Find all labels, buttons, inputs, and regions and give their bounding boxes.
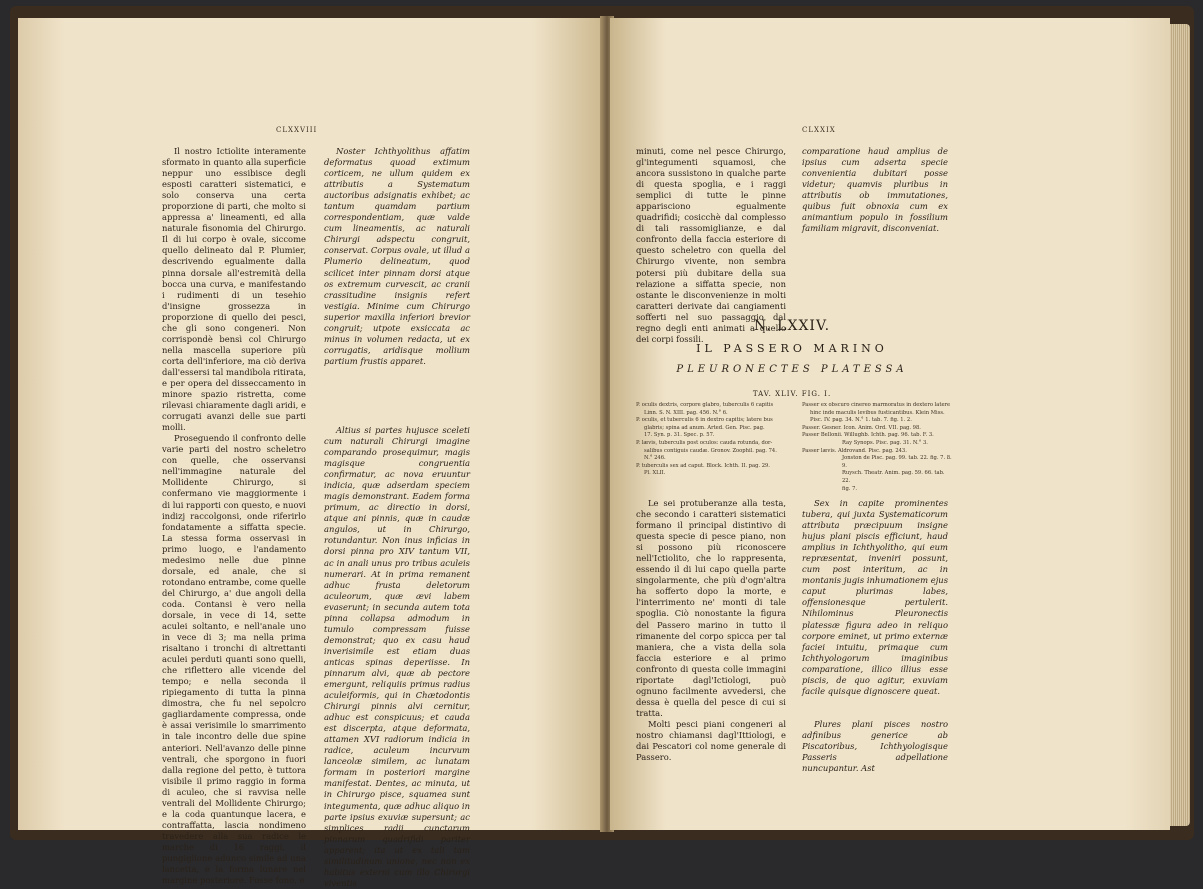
- right-latin-paragraph-2: Plures plani pisces nostro adfinibus generice ab Piscatoribus, Ichthyologisque Passeris adpellatione nuncupantur. Ast: [802, 718, 948, 774]
- left-latin-paragraph-2: Altius si partes hujusce sceleti cum naturali Chirurgi imagine comparando prosequimur, magis magisque congruentia confirmatur, ac nova eruuntur indicia, quæ adserdam speciem magis demonstrant. Eadem forma primum, ac directio in dorsi, atque ani pinnis, quæ in caudæ angulos, ut in Chirurgo, rotundantur. Non inus inficias in dorsi pinna pro XIV tantum VII, ac in anali unus pro tribus aculeis numerari. At in prima remanent adhuc frusta deletorum aculeorum, quæ ævi labem evaserunt; in secunda autem tota pinna collapsa admodum in tumulo compressam fuisse demonstrat; quo ex casu haud inverisimile est etiam duas anticas spinas deperiisse. In pinnarum alvi, quæ ab pectore emergunt, reliquiis primus radius aculeiformis, qui in Chætodontis Chirurgi pinnis alvi cernitur, adhuc est conspicuus; et cauda est discerpta, atque deformata, attamen XVI radiorum indicia in radice, aculeum incurvum lanceolæ similem, ac lunatam formam in posteriori margine manifestat. Dentes, ac minuta, ut in Chirurgo pisce, squamea sunt integumenta, quæ adhuc aliquo in parte ipsius exuviæ supersunt; ac simplices radii cunctarum pinnarum quadrifidi pariter apparent; ita ut ex tali tam similitudinum unione, nec non ex habitus externi cum illo Chirurgi viventis: [324, 424, 470, 888]
- right-italian-paragraph-2: Molti pesci piani congeneri al nostro chiamansi dagl'Ittiologi, e dai Pescatori col nome generale di Passero.: [636, 718, 786, 763]
- synonym-line: 17. Syn. p. 31. Spec. p. 57.: [644, 432, 715, 439]
- synonym-line: N.° 246.: [644, 455, 666, 462]
- synonymy-left: [636, 402, 788, 478]
- right-italian-bottom: [636, 498, 786, 763]
- synonym-line: glabris; spina ad anum. Arted. Gen. Pisc. pag.: [644, 424, 765, 431]
- right-folio: CLXXIX: [802, 126, 836, 134]
- synonym-line: Pl. XLII.: [644, 470, 666, 477]
- synonym-line: P. tuberculis sex ad caput. Block. Ichth. II. pag. 29.: [636, 462, 770, 469]
- right-latin-paragraph-top: comparatione haud amplius de ipsius cum adserta specie convenientia dubitari posse videtur; quamvis pluribus in attributis ob immutationes, quibus fuit obnoxia cum ex animantium populo in fossilium familiam migravit, disconveniat.: [802, 146, 948, 234]
- left-page: [18, 18, 602, 888]
- section-number: N. LXXIV.: [753, 318, 831, 334]
- right-latin-paragraph-1: Sex in capite prominentes tubera, qui juxta Systematicorum attributa præcipuum insigne hujus plani piscis efficiunt, haud amplius in Ichthyolitho, qui eum repræsentat, inveniri possunt, cum post interitum, ac in montanis jugis inhumationem ejus caput plurimas labes, offensionesque pertulerit. Nihilominus Pleuronectis platessæ figura adeo in reliquo corpore eminet, ut primo externæ faciei intuitu, primaque cum Ichthyologorum imaginibus comparatione, illico illius esse piscis, de quo agitur, exuviam facile quisque dignoscere queat.: [802, 498, 948, 696]
- open-book: [10, 6, 1194, 888]
- right-latin-bottom: [802, 498, 948, 774]
- right-italian-paragraph-top: minuti, come nel pesce Chirurgo, gl'integumenti squamosi, che ancora sussistono in qualche parte di questa spoglia, e i raggi semplici di tutte le pinne apparisciono egualmente quadrifidi; cosicchè dal complesso di tali rassomiglianze, e dal confronto della faccia esteriore di questo scheletro con quella del Chirurgo vivente, non sembra potersi più dubitare della sua relazione a siffatta specie, non ostante le disconvenienze in molti caratteri derivate dai cangiamenti sofferti nel suo passaggio dal regno degli enti animati a quello dei corpi fossili.: [636, 146, 786, 344]
- synonym-line: Ray Synops. Pisc. pag. 31. N.° 3.: [842, 439, 928, 446]
- section-latin-title: PLEURONECTES PLATESSA: [676, 364, 908, 375]
- page-edges: [1168, 24, 1190, 826]
- synonym-line: P. oculis, et tuberculis 6 in dextro capitis; latere bus: [636, 417, 773, 424]
- synonym-line: P. lævis, tuberculis post oculos: cauda rotunda, dor-: [636, 439, 773, 446]
- synonym-line: hinc inde maculis levibus fusticantibus. Klein Miss.: [810, 409, 945, 416]
- synonymy-right: [802, 402, 952, 493]
- left-latin-column: [324, 146, 470, 889]
- left-italian-paragraph-2: Proseguendo il confronto delle varie parti del nostro scheletro con quelle, che osservansi nell'immagine naturale del Mollidente Chirurgo, si confermano vie maggiormente i di lui rapporti con questo, e nuovi indizj raccolgonsi, onde riferirlo fondatamente a siffatta specie. La stessa forma osservasi in primo luogo, e l'andamento medesimo nelle due pinne dorsale, ed anale, che si rotondano entrambe, come quelle del Chirurgo, a' due angoli della coda. Contansi è vero nella dorsale, in vece di 14, sette aculei soltanto, e nell'anale uno in vece di 3; ma nella prima risaltano i tronchi di altrettanti aculei perduti quanti sono quelli, che riflettero alle vicende del tempo; e nella seconda il ripiegamento di tutta la pinna dimostra, che fu nel sepolcro gagliardamente compressa, onde è assai verisimile lo smarrimento in tale incontro delle due spine anteriori. Nell'avanzo delle pinne ventrali, che sporgono in fuori dalla regione del petto, è tuttora visibile il primo raggio in forma di aculeo, che si ravvisa nelle ventrali del Mollidente Chirurgo; e la coda quantunque lacera, e contraffatta, lascia nondimeno travedere alla sua radice le marche di 16 raggi, il pungiglione adunco simile ad una lancetta, e la forma lunare nel margine posteriore. Fosse fono, e: [162, 433, 306, 886]
- right-page: [610, 18, 1170, 830]
- synonym-line: P. oculis dextris, corpore glabro, tuberculis 6 capitis: [636, 402, 774, 408]
- left-italian-paragraph-1: Il nostro Ictiolite interamente sformato in quanto alla superficie neppur uno essibisce degli esposti caratteri sistematici, e solo conserva una certa proporzione di parti, che molto si appressa a' lineamenti, ed alla naturale fisonomia del Chirurgo. Il di lui corpo è ovale, siccome quello delineato dal P. Plumier, descrivendo egualmente dalla pinna dorsale all'estremità della bocca una curva, e manifestando i rudimenti di un tesehio d'insigne grossezza in proporzione di quello dei pesci, che gli sono congeneri. Non corrispondè bensì col Chirurgo nella mascella superiore più corta dell'inferiore, ma ciò deriva dall'essersi tal mandibola ritirata, e per opera del disseccamento in minore spazio ristretta, come rilevasi chiaramente dagli aridi, e corrugati avanzi delle sue parti molli.: [162, 146, 306, 433]
- left-folio: CLXXVIII: [276, 126, 318, 134]
- section-title: IL PASSERO MARINO: [696, 342, 888, 355]
- plate-reference: TAV. XLIV. FIG. I.: [752, 390, 832, 398]
- synonym-line: Linn. S. N. XIII. pag. 456. N.° 6.: [644, 409, 728, 416]
- right-latin-top: [802, 146, 948, 234]
- synonym-line: Ruysch. Theatr. Anim. pag. 59. 66. tab. 22.: [842, 470, 945, 484]
- right-italian-top: [636, 146, 786, 345]
- right-italian-paragraph-1: Le sei protuberanze alla testa, che secondo i caratteri sistematici formano il principal distintivo di questa specie di pesce piano, non si possono più riconoscere nell'Ictiolito, che lo rappresenta, essendo il di lui capo quella parte singolarmente, che più d'ogn'altra ha sofferto dopo la morte, e l'interrimento ne' monti di tale spoglia. Ciò nonostante la figura del Passero marino in tutto il rimanente del corpo spicca per tal maniera, che a vista della sola faccia esteriore e al primo confronto di questa colle immagini riportate dagl'Ictiologi, può ognuno facilmente avvedersi, che dessa è quella del pesce di cui si tratta.: [636, 498, 786, 718]
- synonym-line: Passer Bellonii. Willughb. Ichth. pag. 96. tab. F. 3.: [802, 432, 934, 439]
- left-italian-column: [162, 146, 306, 886]
- synonym-line: Passer lævis. Aldrovand. Pisc. pag. 243.: [802, 447, 907, 454]
- synonym-line: Passer ex obscuro cinereo marmoratus in dextero latere: [802, 402, 951, 408]
- synonym-line: fig. 7.: [842, 485, 858, 492]
- synonym-line: Passer. Gesner. Icon. Anim. Ord. VII. pag. 98.: [802, 424, 921, 431]
- synonym-line: Jonston de Pisc. pag. 99. tab. 22. fig. 7. 8. 9.: [842, 455, 952, 469]
- synonym-line: Pisc. IV. pag. 34. N.° 1. tab. 7. fig. 1. 2.: [810, 417, 912, 424]
- synonym-line: salibus contiguis caudæ. Gronov. Zoophil. pag. 74.: [644, 447, 777, 454]
- left-latin-paragraph-1: Noster Ichthyolithus affatim deformatus quoad extimum corticem, ne ullum quidem ex attributis a Systematum auctoribus adsignatis exhibet; ac tantum quamdam partium correspondentiam, quæ valde cum lineamentis, ac naturali Chirurgi adspectu congruit, conservat. Corpus ovale, ut illud a Plumerio delineatum, quod scilicet inter pinnam dorsi atque os extremum curvescit, ac cranii crassitudine insignis refert vestigia. Minime cum Chirurgo superior maxilla inferiori brevior congruit; utpote exsiccata ac minus in volumen redacta, ut ex corrugatis, aridisque mollium partium frustis apparet.: [324, 146, 470, 366]
